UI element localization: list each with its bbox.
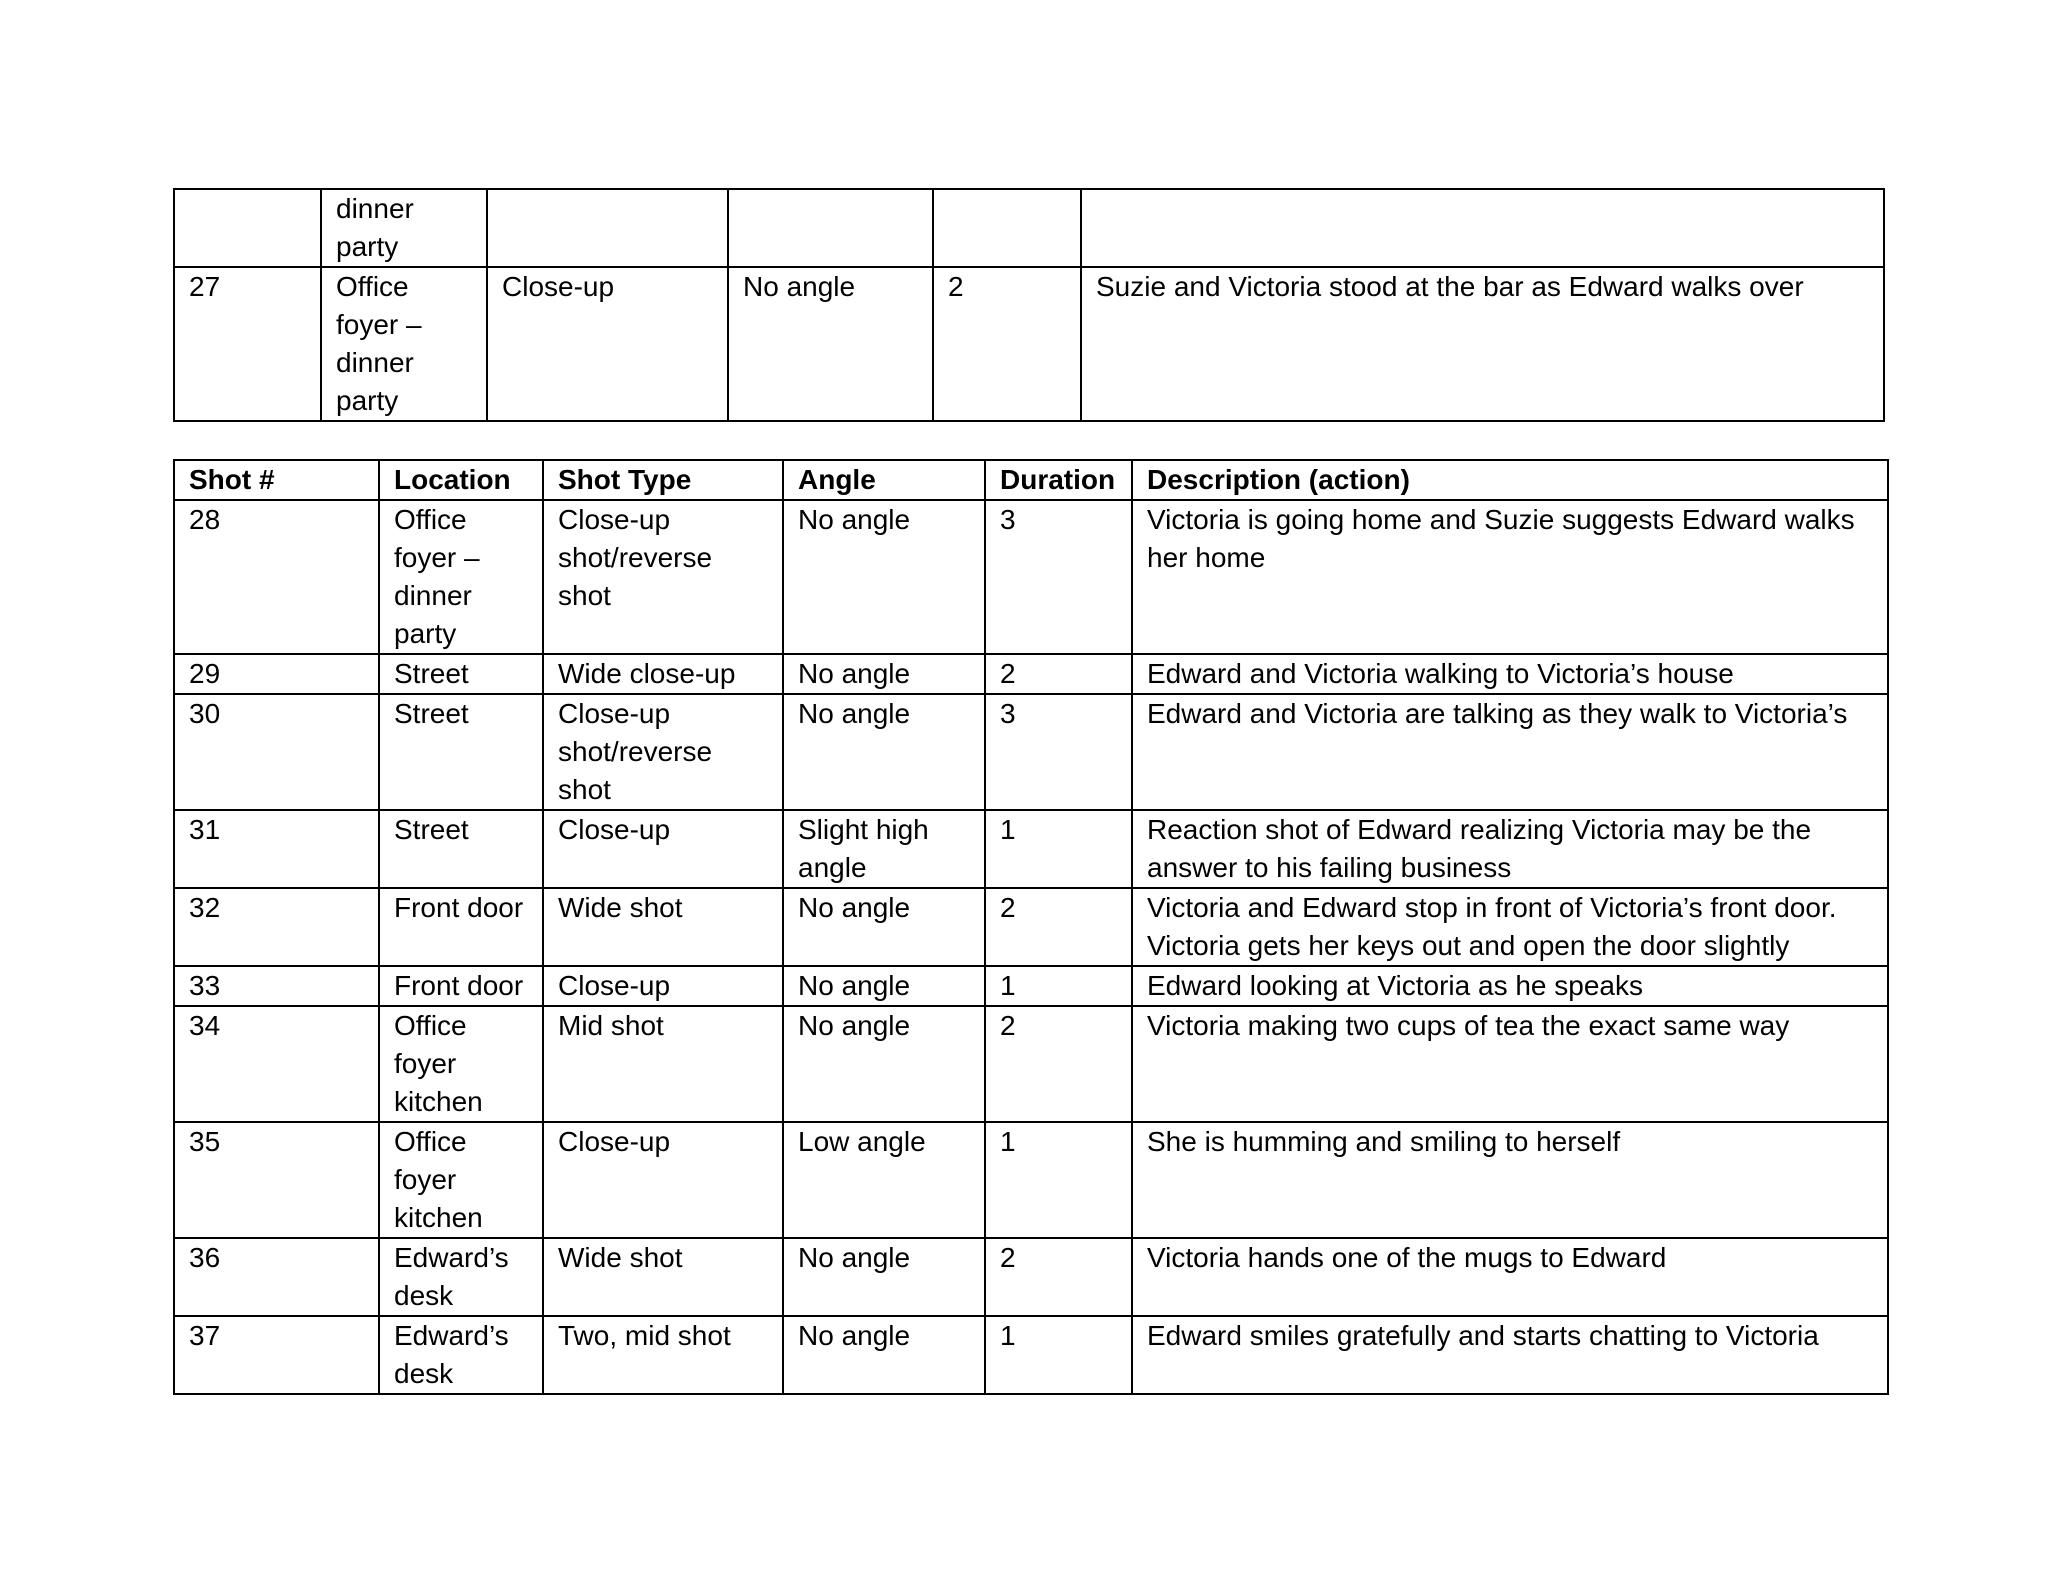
table-row — [174, 966, 1888, 1006]
shot-number-cell: 34 — [174, 1006, 379, 1122]
description-cell — [1081, 189, 1884, 267]
description-cell-line: Victoria gets her keys out and open the door slightly — [1147, 930, 1790, 961]
angle-cell-line: angle — [798, 852, 867, 883]
location-cell-line: party — [336, 231, 399, 262]
shot-type-cell — [543, 1238, 783, 1316]
shot-type-cell — [487, 267, 728, 421]
description-cell-line: Victoria making two cups of tea the exact same way — [1147, 1010, 1790, 1041]
angle-cell-line: Low angle — [798, 1126, 926, 1157]
description-cell-line: answer to his failing business — [1147, 852, 1512, 883]
table-row — [174, 189, 1884, 267]
angle-cell — [783, 1238, 985, 1316]
shot-type-cell — [543, 1316, 783, 1394]
duration-cell: 1 — [985, 810, 1132, 888]
location-cell-line: desk — [394, 1358, 454, 1389]
shot-type-cell-line: Mid shot — [558, 1010, 664, 1041]
location-cell — [379, 1122, 543, 1238]
description-cell — [1132, 694, 1888, 810]
location-cell — [379, 1316, 543, 1394]
shot-type-cell — [543, 694, 783, 810]
duration-cell: 1 — [985, 966, 1132, 1006]
description-cell-line: She is humming and smiling to herself — [1147, 1126, 1621, 1157]
location-cell — [321, 189, 487, 267]
description-cell-line: Reaction shot of Edward realizing Victoria may be the — [1147, 814, 1812, 845]
angle-cell — [783, 694, 985, 810]
description-cell-line: Edward looking at Victoria as he speaks — [1147, 970, 1643, 1001]
location-cell-line: kitchen — [394, 1202, 483, 1233]
description-cell — [1081, 267, 1884, 421]
header-description: Description (action) — [1132, 460, 1888, 500]
shot-type-cell-line: Close-up — [558, 1126, 671, 1157]
header-row — [174, 460, 1888, 500]
shot-type-cell — [487, 189, 728, 267]
location-cell-line: Edward’s — [394, 1242, 509, 1273]
shot-number-cell: 31 — [174, 810, 379, 888]
shot-type-cell — [543, 888, 783, 966]
location-cell-line: party — [394, 618, 457, 649]
table-row — [174, 654, 1888, 694]
description-cell — [1132, 888, 1888, 966]
location-cell-line: Office — [394, 1010, 467, 1041]
location-cell-line: desk — [394, 1280, 454, 1311]
table-row — [174, 1316, 1888, 1394]
header-duration: Duration — [985, 460, 1132, 500]
location-cell-line: kitchen — [394, 1086, 483, 1117]
description-cell — [1132, 1238, 1888, 1316]
angle-cell — [728, 189, 933, 267]
shot-type-cell — [543, 1122, 783, 1238]
continued-table-body — [174, 189, 1884, 421]
angle-cell-line: No angle — [798, 698, 911, 729]
shot-number-cell: 36 — [174, 1238, 379, 1316]
location-cell-line: foyer — [394, 1164, 457, 1195]
location-cell-line: foyer — [394, 1048, 457, 1079]
shot-type-cell-line: shot — [558, 580, 611, 611]
shot-type-cell — [543, 1006, 783, 1122]
angle-cell — [783, 500, 985, 654]
location-cell — [321, 267, 487, 421]
description-cell — [1132, 1122, 1888, 1238]
location-cell — [379, 966, 543, 1006]
angle-cell-line: No angle — [798, 658, 911, 689]
angle-cell-line: No angle — [798, 892, 911, 923]
duration-cell — [933, 189, 1081, 267]
table-row — [174, 500, 1888, 654]
angle-cell — [783, 888, 985, 966]
duration-cell: 3 — [985, 500, 1132, 654]
header-shot-type: Shot Type — [543, 460, 783, 500]
angle-cell-line: No angle — [798, 970, 911, 1001]
angle-cell-line: No angle — [798, 504, 911, 535]
header-location: Location — [379, 460, 543, 500]
shot-number-cell: 30 — [174, 694, 379, 810]
description-cell-line: her home — [1147, 542, 1266, 573]
angle-cell-line: No angle — [798, 1010, 911, 1041]
location-cell — [379, 1006, 543, 1122]
shot-number-cell: 35 — [174, 1122, 379, 1238]
location-cell-line: Office — [394, 1126, 467, 1157]
duration-cell: 2 — [985, 1006, 1132, 1122]
location-cell-line: Office — [336, 271, 409, 302]
location-cell-line: party — [336, 385, 399, 416]
duration-cell: 2 — [933, 267, 1081, 421]
shot-type-cell-line: shot/reverse — [558, 736, 713, 767]
table-row — [174, 694, 1888, 810]
angle-cell — [783, 1122, 985, 1238]
shot-type-cell-line: Wide shot — [558, 1242, 683, 1273]
shot-number-cell: 28 — [174, 500, 379, 654]
duration-cell: 2 — [985, 654, 1132, 694]
location-cell-line: Edward’s — [394, 1320, 509, 1351]
location-cell-line: Street — [394, 658, 469, 689]
table-row — [174, 1122, 1888, 1238]
description-cell — [1132, 654, 1888, 694]
angle-cell — [728, 267, 933, 421]
table-row — [174, 267, 1884, 421]
location-cell-line: dinner — [336, 347, 414, 378]
description-cell-line: Suzie and Victoria stood at the bar as Edward walks over — [1096, 271, 1804, 302]
shot-type-cell-line: Two, mid shot — [558, 1320, 731, 1351]
header-shot-number: Shot # — [174, 460, 379, 500]
description-cell — [1132, 810, 1888, 888]
description-cell-line: Victoria and Edward stop in front of Victoria’s front door. — [1147, 892, 1837, 923]
location-cell-line: Street — [394, 698, 469, 729]
shot-type-cell-line: Close-up — [558, 504, 671, 535]
duration-cell: 1 — [985, 1122, 1132, 1238]
location-cell — [379, 694, 543, 810]
shot-type-cell-line: Close-up — [558, 814, 671, 845]
description-cell — [1132, 966, 1888, 1006]
shot-number-cell: 27 — [174, 267, 321, 421]
description-cell — [1132, 1316, 1888, 1394]
location-cell — [379, 654, 543, 694]
location-cell-line: foyer – — [394, 542, 480, 573]
location-cell-line: Front door — [394, 970, 524, 1001]
description-cell-line: Edward and Victoria walking to Victoria’s house — [1147, 658, 1734, 689]
shot-type-cell — [543, 966, 783, 1006]
duration-cell: 2 — [985, 1238, 1132, 1316]
angle-cell — [783, 1316, 985, 1394]
location-cell-line: Front door — [394, 892, 524, 923]
table-row — [174, 810, 1888, 888]
description-cell-line: Victoria hands one of the mugs to Edward — [1147, 1242, 1667, 1273]
location-cell-line: dinner — [394, 580, 472, 611]
description-cell-line: Edward smiles gratefully and starts chatting to Victoria — [1147, 1320, 1819, 1351]
angle-cell-line: Slight high — [798, 814, 929, 845]
shot-type-cell-line: Close-up — [502, 271, 615, 302]
location-cell — [379, 1238, 543, 1316]
location-cell — [379, 888, 543, 966]
shot-type-cell-line: shot — [558, 774, 611, 805]
continued-shot-table — [173, 188, 1885, 422]
shot-type-cell — [543, 654, 783, 694]
location-cell-line: Street — [394, 814, 469, 845]
shot-number-cell: 32 — [174, 888, 379, 966]
shot-type-cell — [543, 810, 783, 888]
table-row — [174, 888, 1888, 966]
table-row — [174, 1238, 1888, 1316]
shot-type-cell-line: Wide shot — [558, 892, 683, 923]
table-row — [174, 1006, 1888, 1122]
location-cell — [379, 500, 543, 654]
angle-cell-line: No angle — [743, 271, 856, 302]
angle-cell-line: No angle — [798, 1242, 911, 1273]
header-angle: Angle — [783, 460, 985, 500]
angle-cell — [783, 1006, 985, 1122]
shot-type-cell-line: Close-up — [558, 698, 671, 729]
angle-cell-line: No angle — [798, 1320, 911, 1351]
description-cell — [1132, 1006, 1888, 1122]
duration-cell: 1 — [985, 1316, 1132, 1394]
duration-cell: 3 — [985, 694, 1132, 810]
description-cell-line: Victoria is going home and Suzie suggests Edward walks — [1147, 504, 1855, 535]
shot-number-cell: 37 — [174, 1316, 379, 1394]
shot-type-cell-line: Close-up — [558, 970, 671, 1001]
shot-number-cell: 33 — [174, 966, 379, 1006]
description-cell-line: Edward and Victoria are talking as they walk to Victoria’s — [1147, 698, 1848, 729]
shot-type-cell — [543, 500, 783, 654]
table-header — [174, 460, 1888, 500]
duration-cell: 2 — [985, 888, 1132, 966]
location-cell-line: dinner — [336, 193, 414, 224]
main-table-body — [174, 500, 1888, 1394]
angle-cell — [783, 654, 985, 694]
shot-number-cell: 29 — [174, 654, 379, 694]
shot-type-cell-line: Wide close-up — [558, 658, 736, 689]
location-cell — [379, 810, 543, 888]
angle-cell — [783, 810, 985, 888]
angle-cell — [783, 966, 985, 1006]
shot-number-cell — [174, 189, 321, 267]
location-cell-line: Office — [394, 504, 467, 535]
shot-list-table — [173, 459, 1889, 1395]
description-cell — [1132, 500, 1888, 654]
shot-type-cell-line: shot/reverse — [558, 542, 713, 573]
location-cell-line: foyer – — [336, 309, 422, 340]
